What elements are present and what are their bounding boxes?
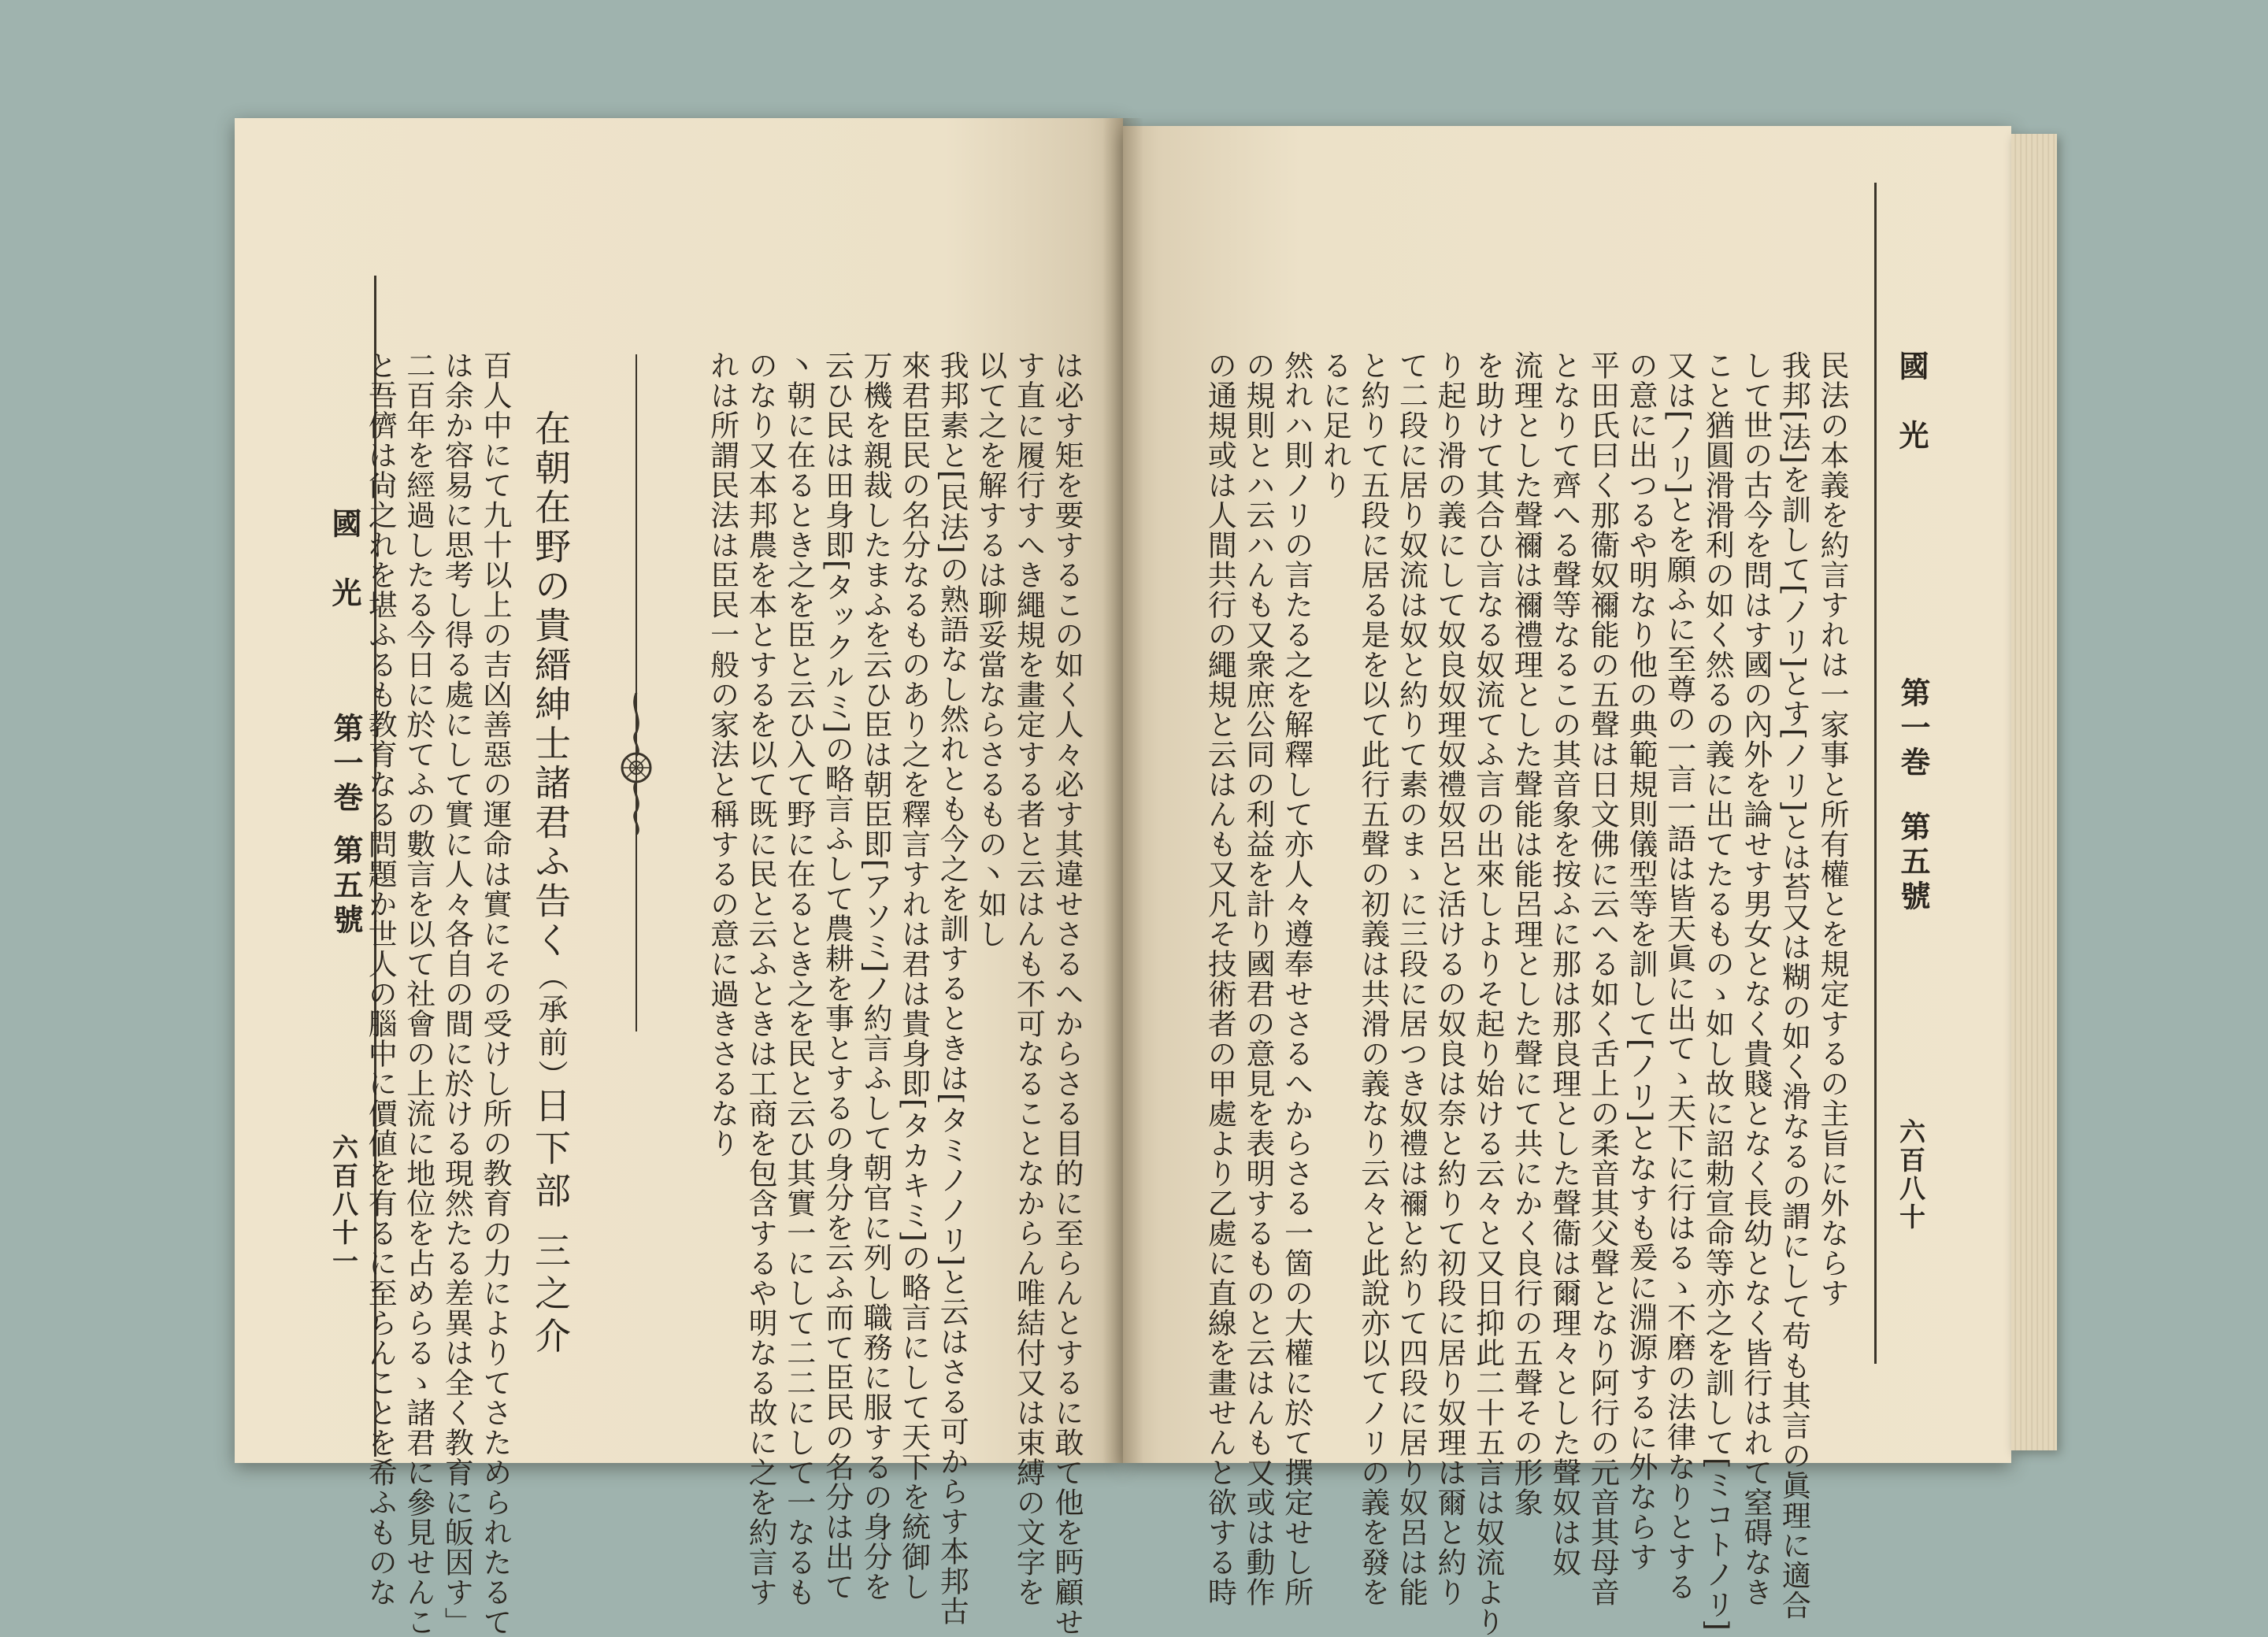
text-column: 百人中にて九十以上の吉凶善惡の運命は實にその受けし所の教育の力によりてさためられたるて xyxy=(478,350,512,1637)
page-edges xyxy=(2011,134,2057,1450)
text-column: を助けて其合ひ言なる奴流てふ言の出來しよりそ起り始ける云々と又日抑此二十五言は奴流より xyxy=(1470,350,1505,1637)
text-column: の規則とハ云ハんも又衆庶公同の利益を計り國君の意見を表明するものと云はんも又或は動作 xyxy=(1241,350,1275,1607)
text-column: て二段に居り奴流は奴と約りて素のまゝに三段に居つき奴禮は禰と約りて四段に居り奴呂は能 xyxy=(1394,350,1429,1607)
text-column: の意に出つるや明なり他の典範規則儀型等を訓して[ノリ]となすも爰に淵源するに外ならす xyxy=(1624,350,1658,1572)
article-title-text: 在朝在野の貴縉紳士諸君ふ告く xyxy=(529,409,572,961)
text-column: す直に履行すへき繩規を畫定する者と云はんも不可なることなからん唯結付又は束縛の文字を xyxy=(1011,350,1046,1607)
text-column: 流理とした聲禰は禰禮理とした聲能は能呂理とした聲にて共にかく良行の五聲その形象 xyxy=(1509,350,1544,1517)
right-header-title xyxy=(1894,350,1929,489)
text-column: り起り滑の義にして奴良奴理奴禮奴呂と活けるの奴良は奈と約りて初段に居り奴理は爾と約り xyxy=(1432,350,1466,1607)
title-char-2: 光 xyxy=(1894,420,1929,489)
right-page-number: 六百八十 xyxy=(1896,1118,1926,1231)
text-column: と約りて五段に居る是を以て此行五聲の初義は共滑の義なり云々と此說亦以てノリの義を發を xyxy=(1355,350,1390,1607)
text-column: 我邦[法]を訓して[ノリ]とす[ノリ]とは苔又は糊の如く滑なるの謂にして苟も其言の眞理に適合 xyxy=(1777,350,1811,1620)
book-gutter xyxy=(1102,118,1143,1463)
text-column: 二百年を經過したる今日に於てふの數言を以て社會の上流に地位を占めらるゝ諸君に參見せんこ xyxy=(401,350,435,1637)
text-column: と吾儕は尙之れを堪ふるも教育なる問題か世人の腦中に價値を有るに至らんことを希ふものな xyxy=(363,350,398,1607)
article-author: 日下部 三之介 xyxy=(529,1087,572,1360)
text-column: となりて齊へる聲等なるこの其音象を按ふに那は那良理とした聲衞は爾理々とした聲奴は奴 xyxy=(1547,350,1581,1577)
article-title xyxy=(529,409,572,1093)
text-column: るに足れり xyxy=(1317,350,1352,500)
text-column: れは所謂民法は臣民一般の家法と稱するの意に過きさるなり xyxy=(705,350,739,1158)
text-column: 來君臣民の名分なるものあり之を釋言すれは君は貴身即[タカキミ]の略言にして天下を統御し xyxy=(896,350,931,1602)
text-column: の通規或は人間共行の繩規と云はんも又凡そ技術者の甲處より乙處に直線を畫せんと欲する時 xyxy=(1203,350,1237,1607)
article-title-note: （承前） xyxy=(533,961,568,1093)
text-column: 又は[ノリ]とを願ふに至尊の一言一語は皆天眞に出てゝ天下に行はるゝ不磨の法律なりとする xyxy=(1662,350,1696,1602)
text-column: 云ひ民は田身即[タックルミ]の略言ふして農耕を事とするの身分を云ふ而て臣民の名分は出て xyxy=(820,350,854,1602)
text-column: 丶朝に在るとき之を臣と云ひ入て野に在るとき之を民と云ひ其實一にして二二にして一なるも xyxy=(781,350,816,1607)
title-char-1: 國 xyxy=(1894,350,1929,420)
text-column: こと猶圓滑滑利の如く然るの義に出てたるものゝ如し故に詔勅宣命等亦之を訓して[ミコトノリ] xyxy=(1700,350,1735,1631)
title-char-1: 國 xyxy=(327,508,362,577)
text-column: は余か容易に思考し得る處にして實に人々各自の間に於ける現然たる差異は全く教育に皈因す」 xyxy=(439,350,474,1637)
right-header-issue: 第五號 xyxy=(1896,811,1931,915)
right-header-volume: 第一巻 xyxy=(1896,677,1931,781)
text-column: 万機を親裁したまふを云ひ臣は朝臣即[アソミ]ノ約言ふして朝官に列し職務に服するの身分を xyxy=(858,350,892,1602)
left-page-number: 六百八十一 xyxy=(328,1134,359,1276)
right-header-rule xyxy=(1874,183,1877,1364)
text-column: 然れハ則ノリの言たる之を解釋して亦人々遵奉せさるへからさる一箇の大權に於て撰定せし所 xyxy=(1279,350,1314,1607)
text-column: は必す矩を要するこの如く人々必す其違せさるへからさる目的に至らんとするに敢て他を眄顧せ xyxy=(1050,350,1084,1637)
text-column: のなり又本邦農を本とするを以て既に民と云ふときは工商を包含するや明なる故に之を約言す xyxy=(743,350,778,1607)
text-column: 平田氏曰く那衞奴禰能の五聲は日文佛に云へる如く舌上の柔音其父聲となり阿行の元音其母音 xyxy=(1585,350,1620,1607)
text-column: 民法の本義を約言すれは一家事と所有權とを規定するの主旨に外ならす xyxy=(1815,350,1849,1308)
left-header-issue: 第五號 xyxy=(328,835,364,939)
text-column: 我邦素と[民法]の熟語なし然れとも今之を訓するときは[タミノノリ]と云はさる可からす本邦古 xyxy=(935,350,969,1626)
title-char-2: 光 xyxy=(327,577,362,646)
left-header-title xyxy=(327,508,362,646)
text-column: 以て之を解するは聊妥當ならさるもの丶如し xyxy=(973,350,1007,949)
left-header-volume: 第一巻 xyxy=(328,713,364,817)
flower-ornament-icon xyxy=(613,693,660,835)
text-column: して世の古今を問はす國の內外を論せす男女となく貴賤となく長幼となく皆行はれて窒碍なき xyxy=(1738,350,1773,1607)
